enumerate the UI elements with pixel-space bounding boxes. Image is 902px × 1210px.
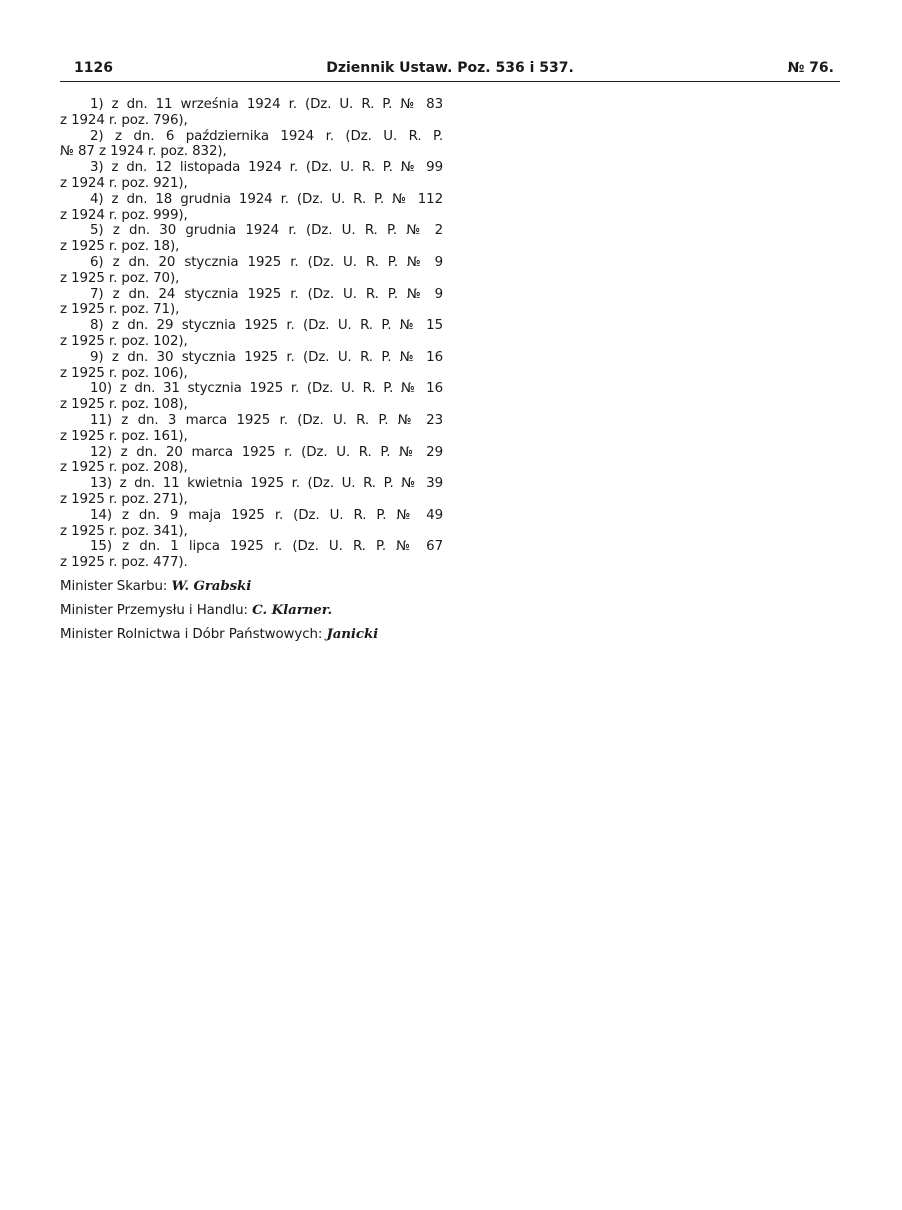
citation-line-2: z 1925 r. poz. 271),: [60, 491, 188, 507]
citation-line-1: 4) z dn. 18 grudnia 1924 r. (Dz. U. R. P. № 112: [90, 191, 443, 207]
citation-line-2: z 1925 r. poz. 108),: [60, 397, 188, 413]
page-header: [60, 60, 840, 82]
citation-item: [60, 223, 443, 255]
citation-item: [60, 508, 443, 540]
citation-line-1: 10) z dn. 31 stycznia 1925 r. (Dz. U. R. P. № 16: [90, 381, 443, 397]
citation-line-2: z 1925 r. poz. 70),: [60, 270, 180, 286]
citation-line-1: 7) z dn. 24 stycznia 1925 r. (Dz. U. R. P. № 9: [90, 286, 443, 302]
citation-line-1: 3) z dn. 12 listopada 1924 r. (Dz. U. R. P. № 99: [90, 160, 443, 176]
citation-line-1: 15) z dn. 1 lipca 1925 r. (Dz. U. R. P. № 67: [90, 539, 443, 555]
citation-line-2: z 1924 r. poz. 921),: [60, 175, 188, 191]
citation-line-2: z 1925 r. poz. 208),: [60, 460, 188, 476]
citation-line-2: z 1925 r. poz. 71),: [60, 302, 180, 318]
citation-line-1: 9) z dn. 30 stycznia 1925 r. (Dz. U. R. P. № 16: [90, 349, 443, 365]
citation-item: [60, 318, 443, 350]
minister-name: C. Klarner.: [252, 601, 333, 618]
minister-signature: [60, 626, 443, 643]
citation-item: [60, 476, 443, 508]
citation-line-2: z 1924 r. poz. 796),: [60, 112, 188, 128]
citation-line-1: 2) z dn. 6 października 1924 r. (Dz. U. R. P.: [90, 128, 443, 144]
citation-line-2: z 1925 r. poz. 102),: [60, 333, 188, 349]
citation-item: [60, 381, 443, 413]
citation-line-2: z 1925 r. poz. 106),: [60, 365, 188, 381]
citation-line-2: z 1925 r. poz. 161),: [60, 428, 188, 444]
citation-item: [60, 445, 443, 477]
journal-title: Dziennik Ustaw. Poz. 536 i 537.: [326, 60, 574, 76]
citation-line-1: 5) z dn. 30 grudnia 1924 r. (Dz. U. R. P. № 2: [90, 223, 443, 239]
citation-list: [60, 97, 443, 571]
page-number: 1126: [74, 60, 113, 76]
citation-line-2: № 87 z 1924 r. poz. 832),: [60, 144, 227, 160]
minister-signature: [60, 602, 443, 619]
header-rule: [60, 81, 840, 82]
citation-line-1: 13) z dn. 11 kwietnia 1925 r. (Dz. U. R. P. № 39: [90, 476, 443, 492]
signature-block: [60, 578, 443, 643]
citation-item: [60, 539, 443, 571]
citation-line-2: z 1925 r. poz. 477).: [60, 555, 188, 571]
minister-name: Janicki: [326, 625, 379, 642]
citation-item: [60, 97, 443, 129]
text-column: [60, 97, 443, 643]
citation-item: [60, 160, 443, 192]
citation-item: [60, 129, 443, 161]
minister-title: Minister Rolnictwa i Dóbr Państwowych:: [60, 626, 323, 642]
issue-number: № 76.: [787, 60, 834, 76]
minister-signature: [60, 578, 443, 595]
citation-line-1: 12) z dn. 20 marca 1925 r. (Dz. U. R. P. № 29: [90, 444, 443, 460]
citation-line-1: 6) z dn. 20 stycznia 1925 r. (Dz. U. R. P. № 9: [90, 254, 443, 270]
citation-item: [60, 350, 443, 382]
citation-item: [60, 255, 443, 287]
citation-line-1: 8) z dn. 29 stycznia 1925 r. (Dz. U. R. P. № 15: [90, 318, 443, 334]
minister-title: Minister Przemysłu i Handlu:: [60, 602, 248, 618]
minister-title: Minister Skarbu:: [60, 578, 168, 594]
citation-line-2: z 1925 r. poz. 18),: [60, 239, 180, 255]
citation-item: [60, 192, 443, 224]
citation-line-2: z 1925 r. poz. 341),: [60, 523, 188, 539]
citation-item: [60, 413, 443, 445]
citation-line-1: 1) z dn. 11 września 1924 r. (Dz. U. R. P. № 83: [90, 97, 443, 112]
citation-line-1: 14) z dn. 9 maja 1925 r. (Dz. U. R. P. № 49: [90, 507, 443, 523]
citation-line-2: z 1924 r. poz. 999),: [60, 207, 188, 223]
citation-item: [60, 287, 443, 319]
citation-line-1: 11) z dn. 3 marca 1925 r. (Dz. U. R. P. № 23: [90, 412, 443, 428]
minister-name: W. Grabski: [171, 577, 252, 594]
